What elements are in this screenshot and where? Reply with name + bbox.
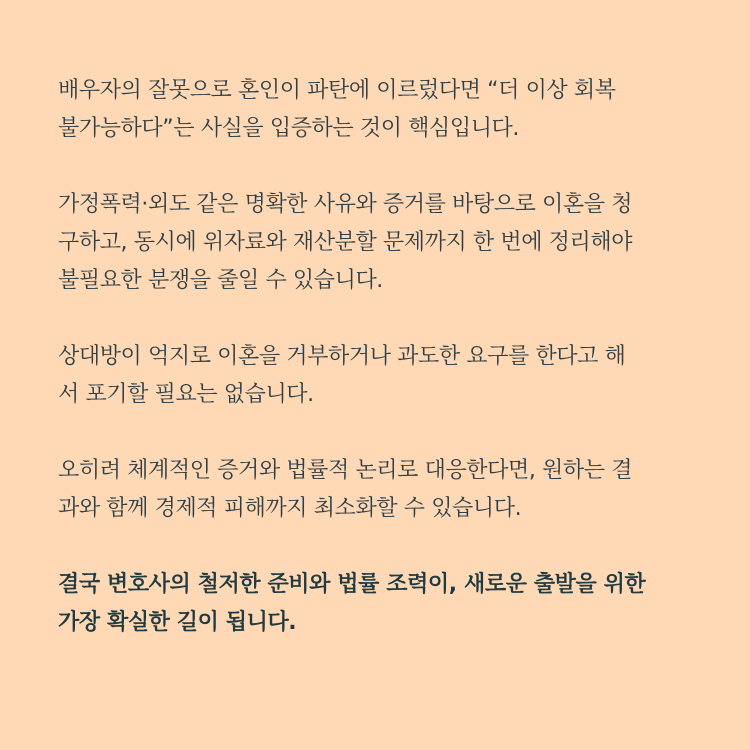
paragraph-line: 가정폭력·외도 같은 명확한 사유와 증거를 바탕으로 이혼을 청 — [58, 192, 633, 217]
paragraph-line: 구하고, 동시에 위자료와 재산분할 문제까지 한 번에 정리해야 — [58, 230, 633, 255]
paragraph-line: 배우자의 잘못으로 혼인이 파탄에 이르렀다면 “더 이상 회복 — [58, 78, 616, 103]
paragraph-line: 결국 변호사의 철저한 준비와 법률 조력이, 새로운 출발을 위한 — [58, 572, 646, 597]
paragraph-4 — [58, 452, 694, 528]
paragraph-line: 과와 함께 경제적 피해까지 최소화할 수 있습니다. — [58, 496, 522, 521]
paragraph-3 — [58, 338, 694, 414]
paragraph-5-emphasis — [58, 566, 694, 642]
paragraph-1 — [58, 72, 694, 148]
paragraph-line: 불필요한 분쟁을 줄일 수 있습니다. — [58, 268, 383, 293]
paragraph-line: 서 포기할 필요는 없습니다. — [58, 382, 314, 407]
paragraph-line: 상대방이 억지로 이혼을 거부하거나 과도한 요구를 한다고 해 — [58, 344, 626, 369]
paragraph-2 — [58, 186, 694, 300]
paragraph-line: 불가능하다”는 사실을 입증하는 것이 핵심입니다. — [58, 116, 520, 141]
paragraph-line: 가장 확실한 길이 됩니다. — [58, 610, 297, 635]
paragraph-line: 오히려 체계적인 증거와 법률적 논리로 대응한다면, 원하는 결 — [58, 458, 633, 483]
